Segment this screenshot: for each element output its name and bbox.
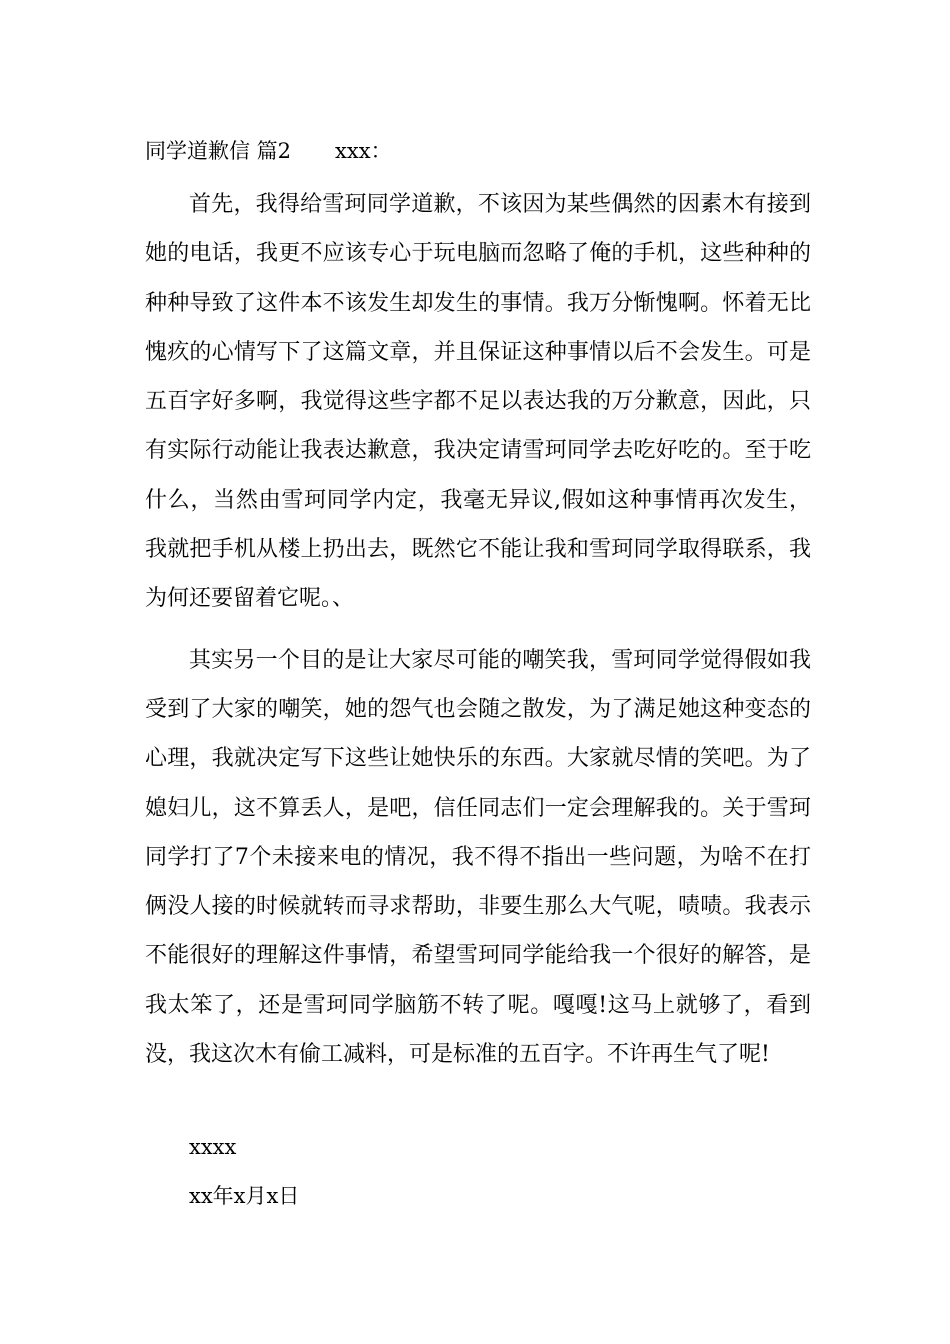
- document-title: 同学道歉信 篇2: [145, 139, 292, 163]
- letter-body: [145, 180, 811, 1079]
- letter-date: xx年x月x日: [189, 1184, 300, 1208]
- letter-greeting: xxx：: [335, 139, 392, 163]
- document-header: [145, 136, 392, 166]
- body-paragraph: 其实另一个目的是让大家尽可能的嘲笑我，雪珂同学觉得假如我受到了大家的嘲笑，她的怨气也会随之散发，为了满足她这种变态的心理，我就决定写下这些让她快乐的东西。大家就尽情的笑吧。为了媳妇儿，这不算丢人，是吧，信任同志们一定会理解我的。关于雪珂同学打了7个未接来电的情况，我不得不指出一些问题，为啥不在打俩没人接的时候就转而寻求帮助，非要生那么大气呢，啧啧。我表示不能很好的理解这件事情，希望雪珂同学能给我一个很好的解答，是我太笨了，还是雪珂同学脑筋不转了呢。嘎嘎!这马上就够了，看到没，我这次木有偷工减料，可是标准的五百字。不许再生气了呢!: [145, 647, 811, 1068]
- letter-signature: xxxx: [189, 1135, 237, 1159]
- body-paragraph: 首先，我得给雪珂同学道歉，不该因为某些偶然的因素木有接到她的电话，我更不应该专心于玩电脑而忽略了俺的手机，这些种种的种种导致了这件本不该发生却发生的事情。我万分惭愧啊。怀着无比愧疚的心情写下了这篇文章，并且保证这种事情以后不会发生。可是五百字好多啊，我觉得这些字都不足以表达我的万分歉意，因此，只有实际行动能让我表达歉意，我决定请雪珂同学去吃好吃的。至于吃什么，当然由雪珂同学内定，我毫无异议,假如这种事情再次发生，我就把手机从楼上扔出去，既然它不能让我和雪珂同学取得联系，我为何还要留着它呢。、: [145, 192, 811, 612]
